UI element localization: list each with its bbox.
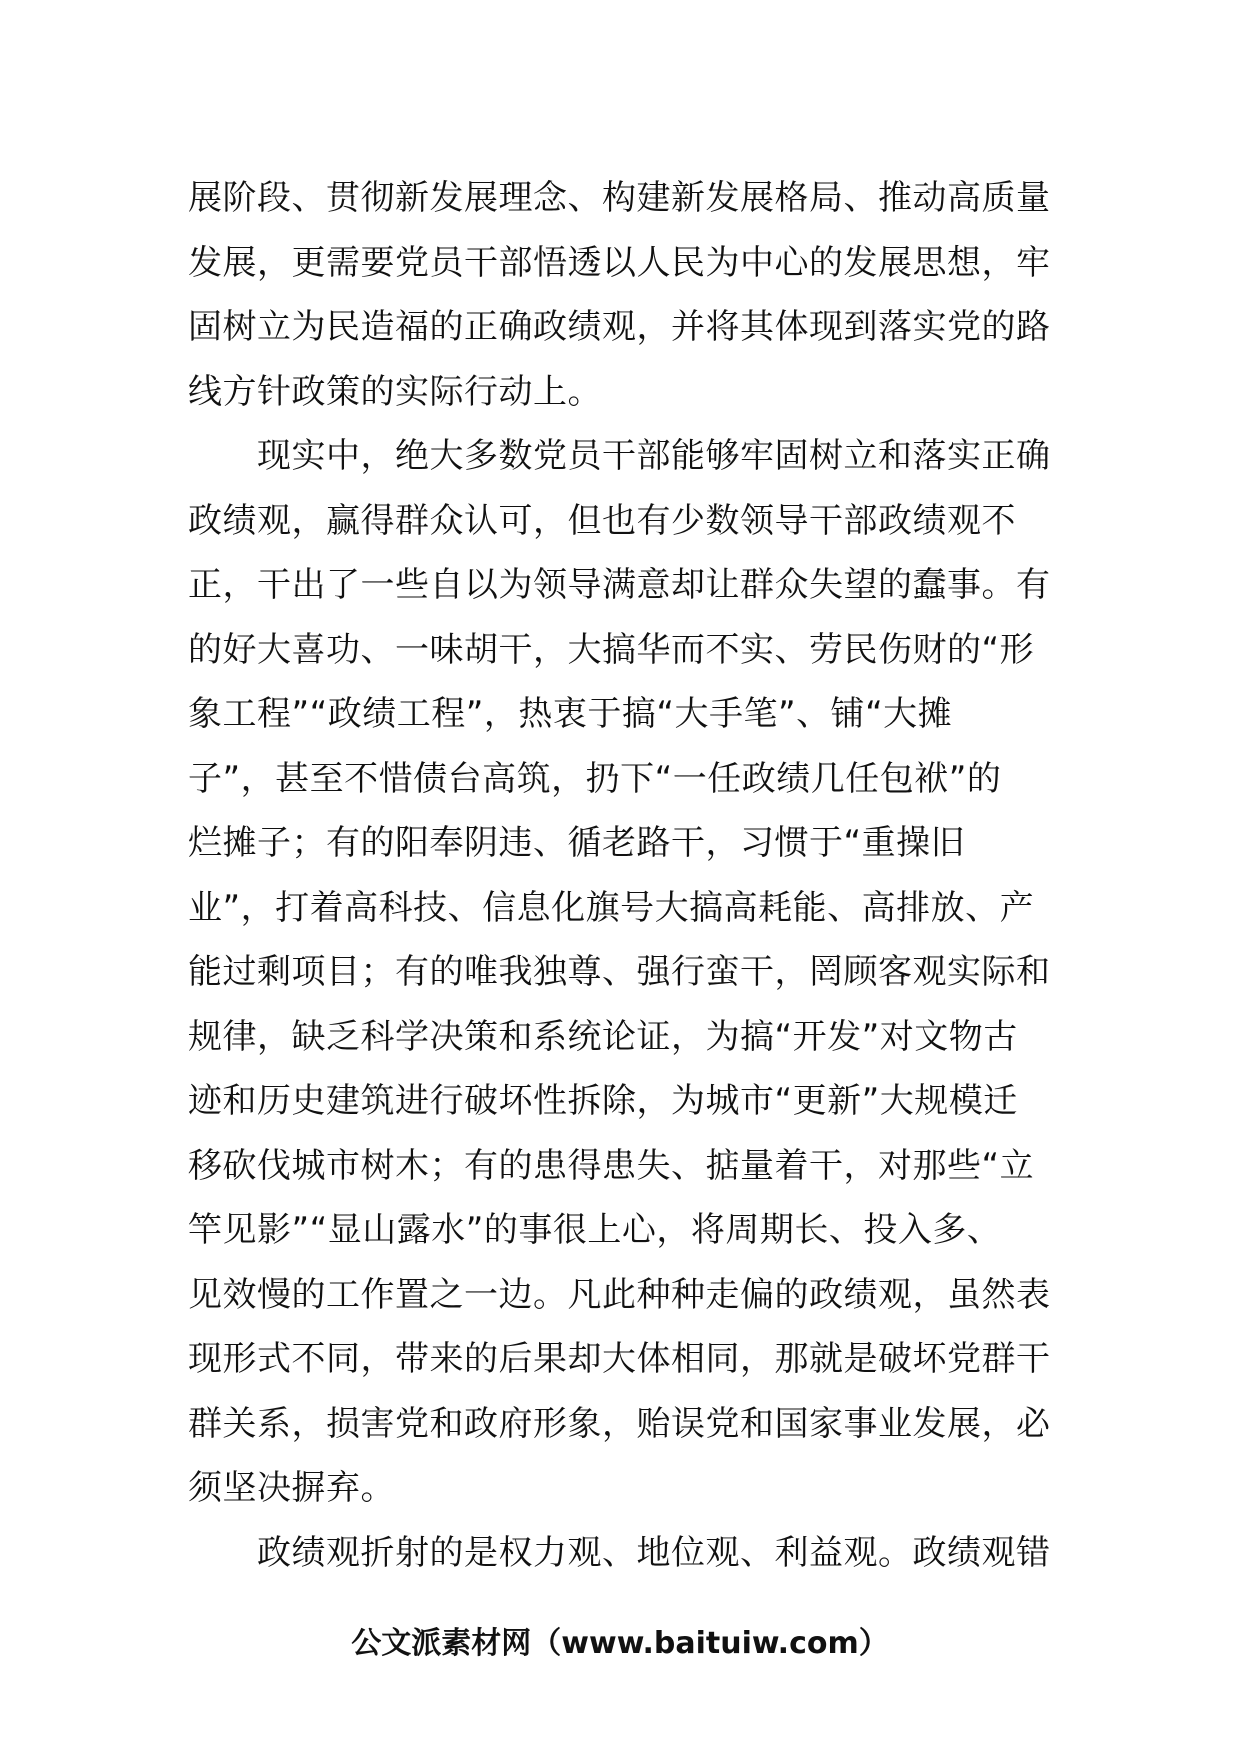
body-text [188,166,1058,1585]
text-line: 竿见影”“显山露水”的事很上心，将周期长、投入多、 [188,1210,1002,1250]
text-line: 迹和历史建筑进行破坏性拆除，为城市“更新”大规模迁 [188,1081,1018,1121]
text-line: 政绩观，赢得群众认可，但也有少数领导干部政绩观不 [188,500,1016,541]
text-line: 烂摊子；有的阳奉阴违、循老路干，习惯于“重操旧 [188,823,966,863]
text-line: 发展，更需要党员干部悟透以人民为中心的发展思想，牢 [188,242,1051,283]
text-line: 的好大喜功、一味胡干，大搞华而不实、劳民伤财的“形 [188,629,1035,670]
text-line: 固树立为民造福的正确政绩观，并将其体现到落实党的路 [188,307,1051,347]
text-line: 见效慢的工作置之一边。凡此种种走偏的政绩观，虽然表 [188,1274,1051,1315]
text-line: 现实中，绝大多数党员干部能够牢固树立和落实正确 [188,436,1051,476]
text-line: 政绩观折射的是权力观、地位观、利益观。政绩观错 [188,1532,1051,1573]
text-line: 展阶段、贯彻新发展理念、构建新发展格局、推动高质量 [188,178,1051,218]
text-line: 业”，打着高科技、信息化旗号大搞高耗能、高排放、产 [188,887,1035,928]
text-line: 移砍伐城市树木；有的患得患失、掂量着干，对那些“立 [188,1145,1035,1186]
text-line: 象工程”“政绩工程”，热衷于搞“大手笔”、铺“大摊 [188,694,953,734]
text-line: 现形式不同，带来的后果却大体相同，那就是破坏党群干 [188,1339,1051,1379]
text-line: 正，干出了一些自以为领导满意却让群众失望的蠢事。有 [188,565,1051,605]
footer-watermark-text: 公文派素材网（www.baituiw.com） [351,1626,889,1661]
text-line: 能过剩项目；有的唯我独尊、强行蛮干，罔顾客观实际和 [188,952,1051,992]
text-line: 群关系，损害党和政府形象，贻误党和国家事业发展，必 [188,1403,1051,1444]
text-line: 须坚决摒弃。 [188,1468,395,1508]
text-line: 子”，甚至不惜债台高筑，扔下“一任政绩几任包袱”的 [188,758,1002,799]
text-line: 线方针政策的实际行动上。 [188,371,602,412]
text-line: 规律，缺乏科学决策和系统论证，为搞“开发”对文物古 [188,1016,1018,1057]
